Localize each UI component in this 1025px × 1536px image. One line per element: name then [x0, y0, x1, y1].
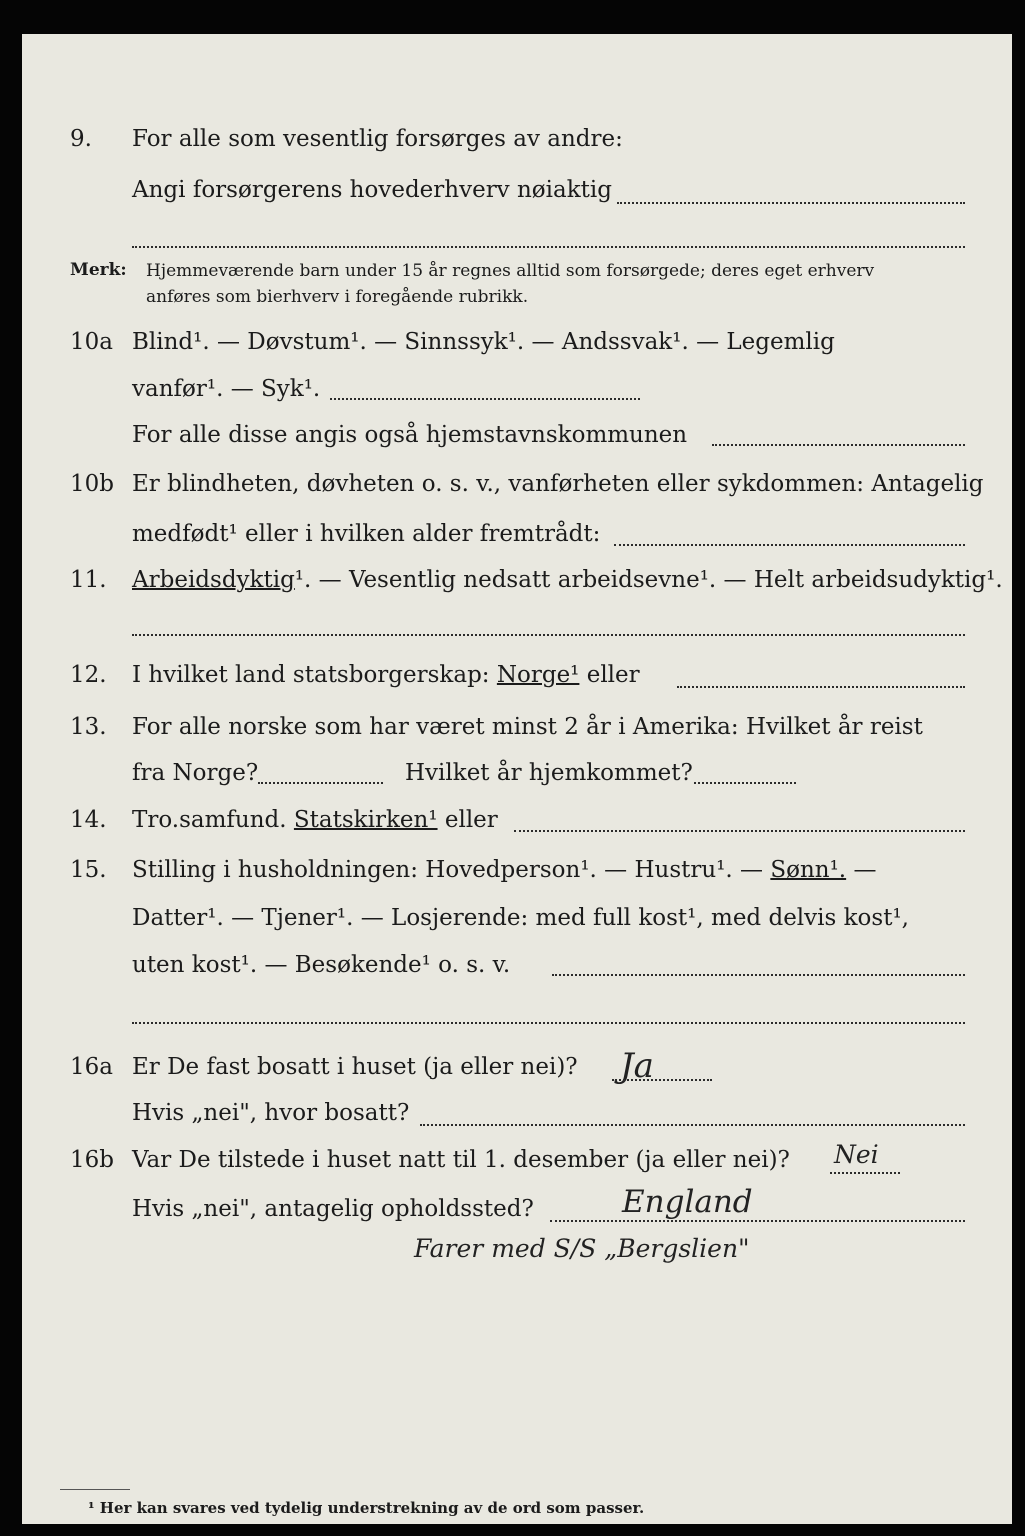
q10a-number: 10a	[70, 329, 113, 355]
q10b-answer-line[interactable]	[614, 544, 965, 546]
q9-answer-line[interactable]	[617, 202, 965, 204]
q16b-answer-line[interactable]	[830, 1172, 900, 1174]
q14-number: 14.	[70, 807, 107, 833]
census-form-page	[22, 34, 1012, 1524]
q9-number: 9.	[70, 126, 92, 152]
q10a-text-2: vanfør¹. — Syk¹.	[132, 376, 321, 402]
merk-text-2: anføres som bierhverv i foregående rubrikk.	[146, 287, 529, 307]
q16b-handwritten-place: England	[622, 1184, 753, 1220]
q12-answer-line[interactable]	[677, 686, 965, 688]
q14-text: Tro.samfund.	[132, 807, 287, 833]
q11-answer-line[interactable]	[132, 634, 965, 636]
q13-text: For alle norske som har været minst 2 år i Amerika: Hvilket år reist	[132, 714, 923, 740]
q10b-text-2: medfødt¹ eller i hvilken alder fremtrådt:	[132, 521, 601, 547]
q15-text-2: Datter¹. — Tjener¹. — Losjerende: med full kost¹, med delvis kost¹,	[132, 905, 909, 931]
footnote-divider	[60, 1489, 130, 1490]
q10a-answer-line[interactable]	[330, 398, 640, 400]
q10a-text: Blind¹. — Døvstum¹. — Sinnssyk¹. — Andssvak¹. — Legemlig	[132, 329, 835, 355]
q16a-answer-line[interactable]	[612, 1079, 712, 1081]
q12-text: I hvilket land statsborgerskap:	[132, 662, 490, 688]
q10b-text: Er blindheten, døvheten o. s. v., vanførheten eller sykdommen: Antagelig	[132, 471, 984, 497]
q16a-handwritten-answer: Ja	[620, 1046, 654, 1086]
q13-text-2a: fra Norge?	[132, 760, 259, 786]
q13-text-2b: Hvilket år hjemkommet?	[405, 760, 693, 786]
q16a-text-2: Hvis „nei", hvor bosatt?	[132, 1100, 410, 1126]
q15-answer-line-2[interactable]	[132, 1022, 965, 1024]
q9-text-2: Angi forsørgerens hovederhverv nøiaktig	[132, 177, 612, 203]
q15-text-3: uten kost¹. — Besøkende¹ o. s. v.	[132, 952, 511, 978]
q16a-number: 16a	[70, 1054, 113, 1080]
q15-number: 15.	[70, 857, 107, 883]
q12-number: 12.	[70, 662, 107, 688]
q10a-answer-line-2[interactable]	[712, 444, 965, 446]
q12-underlined: Norge¹	[496, 662, 580, 688]
q15-underlined: Sønn¹.	[770, 857, 847, 883]
q15-text-1c: —	[853, 857, 877, 883]
q14-text-post: eller	[444, 807, 498, 833]
q15-answer-line[interactable]	[552, 974, 965, 976]
q10b-number: 10b	[70, 471, 114, 497]
q14-underlined: Statskirken¹	[293, 807, 438, 833]
q11-underlined: Arbeidsdyktig	[132, 567, 295, 593]
q16a-text: Er De fast bosatt i huset (ja eller nei)?	[132, 1054, 578, 1080]
footnote: ¹ Her kan svares ved tydelig understrekning av de ord som passer.	[88, 1499, 645, 1517]
q16a-answer-line-2[interactable]	[420, 1124, 965, 1126]
q16b-number: 16b	[70, 1147, 114, 1173]
q13-answer-line-2[interactable]	[694, 782, 796, 784]
q16b-answer-line-2[interactable]	[550, 1220, 965, 1222]
q13-number: 13.	[70, 714, 107, 740]
q16b-text-2: Hvis „nei", antagelig opholdssted?	[132, 1196, 534, 1222]
q16b-text: Var De tilstede i huset natt til 1. desember (ja eller nei)?	[132, 1147, 790, 1173]
q16b-handwritten-note: Farer med S/S „Bergslien"	[414, 1234, 750, 1263]
q10a-text-3: For alle disse angis også hjemstavnskommunen	[132, 422, 688, 448]
merk-text-1: Hjemmeværende barn under 15 år regnes alltid som forsørgede; deres eget erhverv	[146, 261, 875, 281]
q12-text-post: eller	[586, 662, 640, 688]
q9-answer-line-2[interactable]	[132, 246, 965, 248]
q11-text: ¹. — Vesentlig nedsatt arbeidsevne¹. — Helt arbeidsudyktig¹.	[294, 567, 1003, 593]
q15-text-1a: Stilling i husholdningen: Hovedperson¹. — Hustru¹. —	[132, 857, 764, 883]
q9-text: For alle som vesentlig forsørges av andre:	[132, 126, 623, 152]
q16b-handwritten-answer: Nei	[834, 1140, 879, 1169]
q14-answer-line[interactable]	[514, 830, 965, 832]
q11-number: 11.	[70, 567, 107, 593]
merk-label: Merk:	[70, 260, 127, 280]
q13-answer-line[interactable]	[258, 782, 383, 784]
